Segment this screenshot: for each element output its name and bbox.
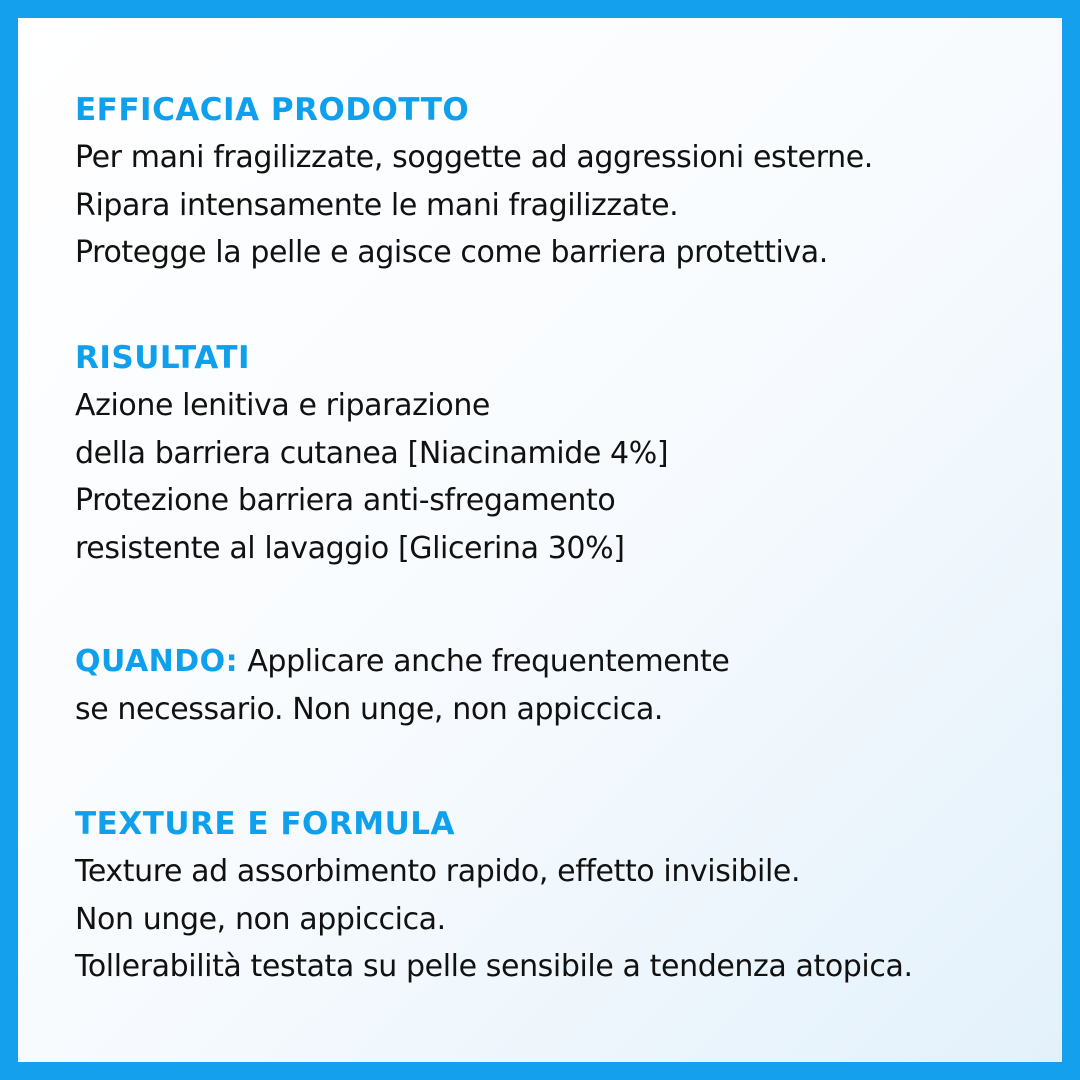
section-heading: TEXTURE E FORMULA (75, 806, 456, 842)
section-quando (75, 638, 1055, 733)
section-text-line: Azione lenitiva e riparazione (75, 388, 490, 423)
section-efficacia-prodotto (75, 86, 1055, 277)
section-text-line: Per mani fragilizzate, soggette ad aggressioni esterne. (75, 140, 873, 175)
section-text-inline: Applicare anche frequentemente (247, 644, 730, 679)
section-text-line: Protegge la pelle e agisce come barriera protettiva. (75, 235, 828, 270)
section-text-line: resistente al lavaggio [Glicerina 30%] (75, 530, 625, 566)
section-heading: QUANDO: (75, 644, 239, 679)
section-text-line: Ripara intensamente le mani fragilizzate. (75, 187, 679, 223)
section-text-line: Non unge, non appiccica. (75, 901, 446, 937)
section-text-line: Texture ad assorbimento rapido, effetto invisibile. (75, 854, 801, 889)
section-risultati (75, 334, 1055, 572)
section-text-line (75, 638, 1055, 686)
section-text-line: Tollerabilità testata su pelle sensibile a tendenza atopica. (75, 949, 913, 984)
section-heading: RISULTATI (75, 340, 251, 376)
section-text-line: Protezione barriera anti-sfregamento (75, 483, 616, 518)
section-text-line: se necessario. Non unge, non appiccica. (75, 691, 664, 727)
section-texture-e-formula (75, 800, 1055, 991)
content-panel (18, 18, 1062, 1062)
section-text-line: della barriera cutanea [Niacinamide 4%] (75, 435, 669, 471)
section-heading: EFFICACIA PRODOTTO (75, 92, 470, 128)
